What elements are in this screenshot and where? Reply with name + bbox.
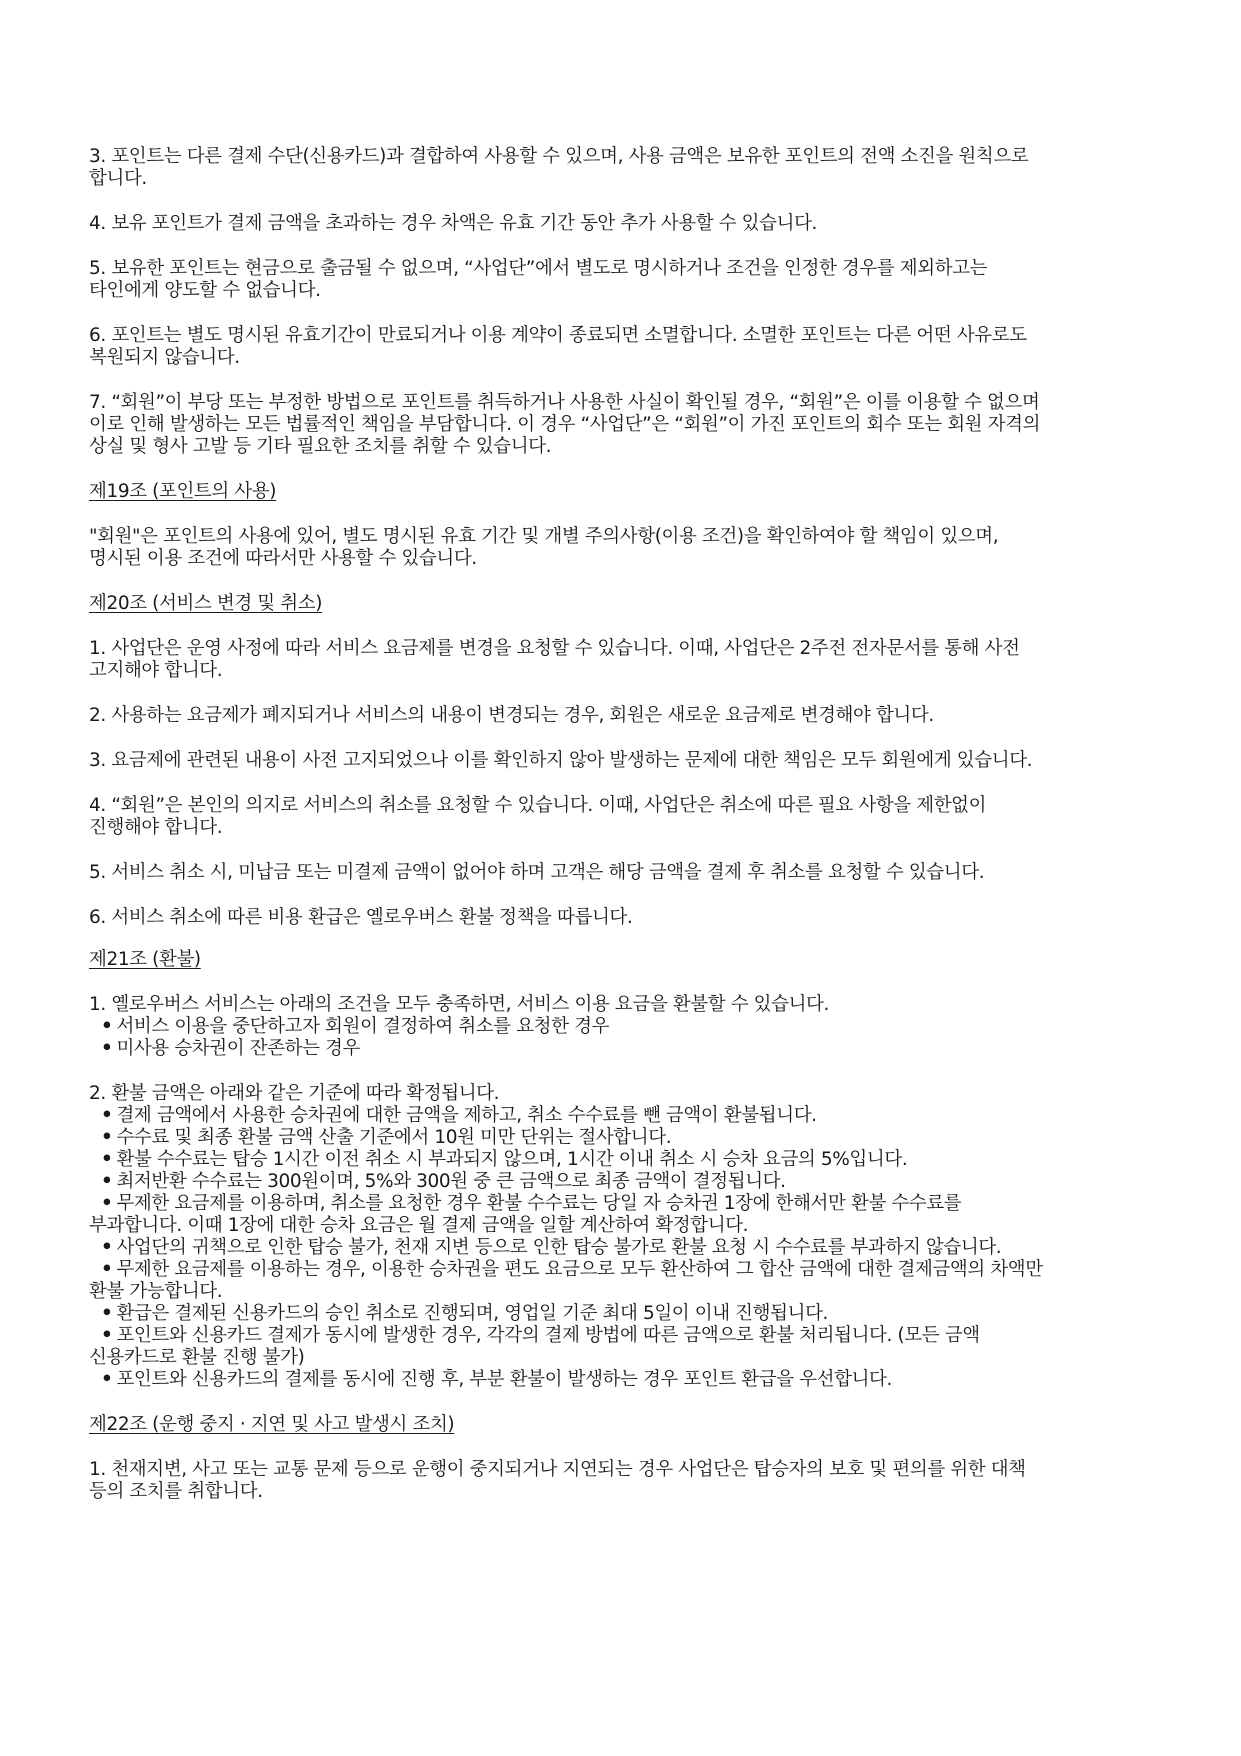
- list-item: [89, 1016, 1141, 1038]
- article-21-item-1: [89, 994, 1141, 1060]
- paragraph-points-4: [89, 213, 1141, 235]
- bullet-icon: •: [101, 1127, 113, 1148]
- article-21-item-2: [89, 1083, 1141, 1391]
- bullet-icon: •: [101, 1369, 113, 1390]
- bullet-icon: •: [101, 1171, 113, 1192]
- text-line: 6. 서비스 취소에 따른 비용 환급은 옐로우버스 환불 정책을 따릅니다.: [89, 907, 633, 928]
- list-item-text: 사업단의 귀책으로 인한 탑승 불가, 천재 지변 등으로 인한 탑승 불가로 환불 요청 시 수수료를 부과하지 않습니다.: [116, 1237, 1002, 1258]
- article-20-item-4: [89, 795, 1141, 839]
- text-line: 4. “회원”은 본인의 의지로 서비스의 취소를 요청할 수 있습니다. 이때, 사업단은 취소에 따른 필요 사항을 제한없이: [89, 795, 987, 816]
- article-heading: 제19조 (포인트의 사용): [89, 481, 277, 502]
- text-line: 명시된 이용 조건에 따라서만 사용할 수 있습니다.: [89, 548, 477, 569]
- bullet-icon: •: [101, 1237, 113, 1258]
- article-20-item-2: [89, 705, 1141, 727]
- text-line: 고지해야 합니다.: [89, 660, 223, 681]
- text-line: 합니다.: [89, 168, 147, 189]
- article-heading: 제22조 (운행 중지 · 지연 및 사고 발생시 조치): [89, 1414, 455, 1435]
- bullet-icon: •: [101, 1303, 113, 1324]
- list-item: [89, 1038, 1141, 1060]
- list-item: [89, 1325, 1141, 1347]
- text-line: 5. 보유한 포인트는 현금으로 출금될 수 없으며, “사업단”에서 별도로 명시하거나 조건을 인정한 경우를 제외하고는: [89, 258, 988, 279]
- text-line: 신용카드로 환불 진행 불가): [89, 1347, 305, 1368]
- list-item-text: 결제 금액에서 사용한 승차권에 대한 금액을 제하고, 취소 수수료를 뺀 금액이 환불됩니다.: [116, 1105, 817, 1126]
- text-line: 2. 사용하는 요금제가 폐지되거나 서비스의 내용이 변경되는 경우, 회원은 새로운 요금제로 변경해야 합니다.: [89, 705, 934, 726]
- article-21-heading: [89, 949, 1141, 971]
- text-line: 3. 포인트는 다른 결제 수단(신용카드)과 결합하여 사용할 수 있으며, 사용 금액은 보유한 포인트의 전액 소진을 원칙으로: [89, 146, 1029, 167]
- list-item-text: 무제한 요금제를 이용하는 경우, 이용한 승차권을 편도 요금으로 모두 환산하여 그 합산 금액에 대한 결제금액의 차액만: [116, 1259, 1043, 1280]
- text-line: 2. 환불 금액은 아래와 같은 기준에 따라 확정됩니다.: [89, 1083, 500, 1104]
- text-line: 이로 인해 발생하는 모든 법률적인 책임을 부담합니다. 이 경우 “사업단”은 “회원”이 가진 포인트의 회수 또는 회원 자격의: [89, 414, 1041, 435]
- article-20-item-3: [89, 750, 1141, 772]
- list-item-text: 포인트와 신용카드 결제가 동시에 발생한 경우, 각각의 결제 방법에 따른 금액으로 환불 처리됩니다. (모든 금액: [116, 1325, 980, 1346]
- bullet-icon: •: [101, 1325, 113, 1346]
- text-line: 상실 및 형사 고발 등 기타 필요한 조치를 취할 수 있습니다.: [89, 436, 552, 457]
- text-line: 복원되지 않습니다.: [89, 347, 240, 368]
- bullet-icon: •: [101, 1259, 113, 1280]
- list-item-text: 서비스 이용을 중단하고자 회원이 결정하여 취소를 요청한 경우: [116, 1016, 610, 1037]
- list-item: [89, 1237, 1141, 1259]
- list-item: [89, 1259, 1141, 1281]
- list-item: [89, 1303, 1141, 1325]
- bullet-icon: •: [101, 1193, 113, 1214]
- list-item-text: 포인트와 신용카드의 결제를 동시에 진행 후, 부분 환불이 발생하는 경우 포인트 환급을 우선합니다.: [116, 1369, 893, 1390]
- list-item-text: 미사용 승차권이 잔존하는 경우: [116, 1038, 361, 1059]
- paragraph-points-6: [89, 325, 1141, 369]
- bullet-icon: •: [101, 1038, 113, 1059]
- list-item-text: 환불 수수료는 탑승 1시간 이전 취소 시 부과되지 않으며, 1시간 이내 취소 시 승차 요금의 5%입니다.: [116, 1149, 908, 1170]
- article-19-heading: [89, 481, 1141, 503]
- text-line: 환불 가능합니다.: [89, 1281, 223, 1302]
- bullet-icon: •: [101, 1149, 113, 1170]
- text-line: 부과합니다. 이때 1장에 대한 승차 요금은 월 결제 금액을 일할 계산하여 확정합니다.: [89, 1215, 749, 1236]
- article-22-item-1: [89, 1459, 1141, 1503]
- article-22-heading: [89, 1414, 1141, 1436]
- text-line: 진행해야 합니다.: [89, 817, 223, 838]
- text-line: 1. 천재지변, 사고 또는 교통 문제 등으로 운행이 중지되거나 지연되는 경우 사업단은 탑승자의 보호 및 편의를 위한 대책: [89, 1459, 1026, 1480]
- article-20-item-5: [89, 862, 1141, 884]
- article-heading: 제21조 (환불): [89, 949, 201, 970]
- text-line: "회원"은 포인트의 사용에 있어, 별도 명시된 유효 기간 및 개별 주의사항(이용 조건)을 확인하여야 할 책임이 있으며,: [89, 526, 999, 547]
- bullet-icon: •: [101, 1105, 113, 1126]
- text-line: 타인에게 양도할 수 없습니다.: [89, 280, 321, 301]
- list-item: [89, 1127, 1141, 1149]
- article-heading: 제20조 (서비스 변경 및 취소): [89, 593, 323, 614]
- list-item: [89, 1149, 1141, 1171]
- text-line: 5. 서비스 취소 시, 미납금 또는 미결제 금액이 없어야 하며 고객은 해당 금액을 결제 후 취소를 요청할 수 있습니다.: [89, 862, 985, 883]
- text-line: 1. 옐로우버스 서비스는 아래의 조건을 모두 충족하면, 서비스 이용 요금을 환불할 수 있습니다.: [89, 994, 830, 1015]
- text-line: 등의 조치를 취합니다.: [89, 1481, 263, 1502]
- list-item-text: 최저반환 수수료는 300원이며, 5%와 300원 중 큰 금액으로 최종 금액이 결정됩니다.: [116, 1171, 786, 1192]
- paragraph-points-7: [89, 392, 1141, 458]
- article-20-heading: [89, 593, 1141, 615]
- paragraph-points-5: [89, 258, 1141, 302]
- list-item: [89, 1171, 1141, 1193]
- article-20-item-6: [89, 907, 1141, 929]
- list-item: [89, 1369, 1141, 1391]
- text-line: 3. 요금제에 관련된 내용이 사전 고지되었으나 이를 확인하지 않아 발생하는 문제에 대한 책임은 모두 회원에게 있습니다.: [89, 750, 1033, 771]
- list-item-text: 환급은 결제된 신용카드의 승인 취소로 진행되며, 영업일 기준 최대 5일이 이내 진행됩니다.: [116, 1303, 829, 1324]
- list-item: [89, 1193, 1141, 1215]
- text-line: 7. “회원”이 부당 또는 부정한 방법으로 포인트를 취득하거나 사용한 사실이 확인될 경우, “회원”은 이를 이용할 수 없으며: [89, 392, 1040, 413]
- text-line: 6. 포인트는 별도 명시된 유효기간이 만료되거나 이용 계약이 종료되면 소멸합니다. 소멸한 포인트는 다른 어떤 사유로도: [89, 325, 1027, 346]
- paragraph-points-3: [89, 146, 1141, 190]
- list-item: [89, 1105, 1141, 1127]
- article-20-item-1: [89, 638, 1141, 682]
- bullet-icon: •: [101, 1016, 113, 1037]
- text-line: 4. 보유 포인트가 결제 금액을 초과하는 경우 차액은 유효 기간 동안 추가 사용할 수 있습니다.: [89, 213, 818, 234]
- list-item-text: 수수료 및 최종 환불 금액 산출 기준에서 10원 미만 단위는 절사합니다.: [116, 1127, 672, 1148]
- list-item-text: 무제한 요금제를 이용하며, 취소를 요청한 경우 환불 수수료는 당일 자 승차권 1장에 한해서만 환불 수수료를: [116, 1193, 962, 1214]
- text-line: 1. 사업단은 운영 사정에 따라 서비스 요금제를 변경을 요청할 수 있습니다. 이때, 사업단은 2주전 전자문서를 통해 사전: [89, 638, 1020, 659]
- article-19-body: [89, 526, 1141, 570]
